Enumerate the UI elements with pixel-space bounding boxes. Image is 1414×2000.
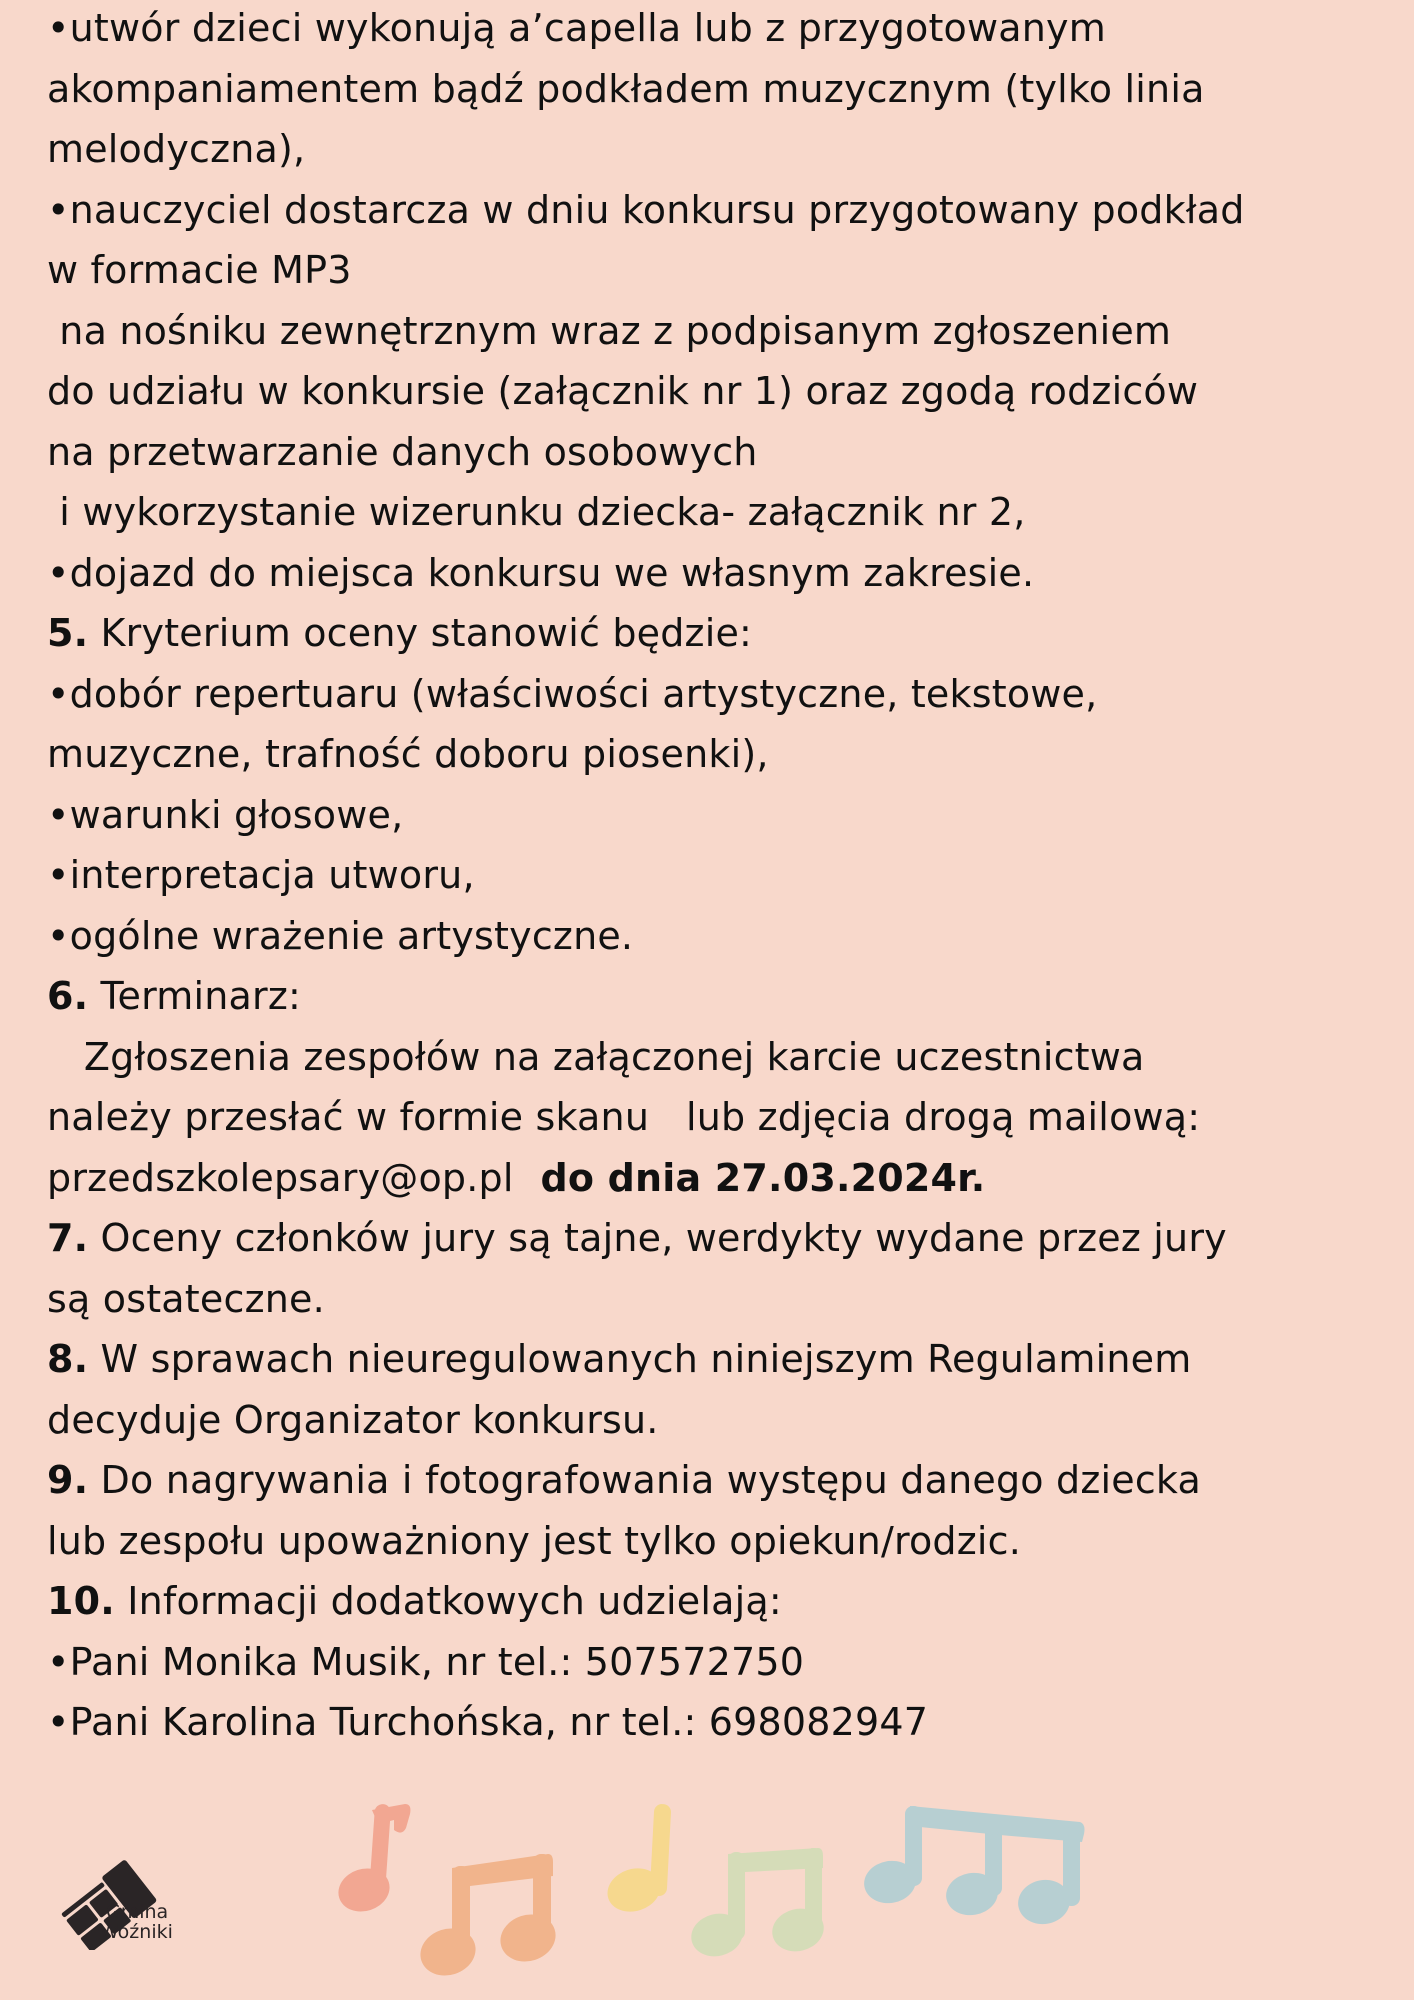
section-number: 8. (47, 1337, 89, 1381)
section-number: 5. (47, 611, 89, 655)
section-number: 7. (47, 1216, 89, 1260)
section-number: 10. (47, 1579, 115, 1623)
section-number: 6. (47, 974, 89, 1018)
criteria-item: muzyczne, trafność doboru piosenki), (47, 732, 769, 776)
quarter-note-icon (602, 1804, 672, 1919)
beamed-eighth-notes-icon (687, 1848, 829, 1962)
criteria-item: •dobór repertuaru (właściwości artystyczne, tekstowe, (47, 671, 1098, 716)
section-number: 9. (47, 1458, 89, 1502)
text-line: lub zespołu upoważniony jest tylko opiekun/rodzic. (47, 1518, 1021, 1563)
text-line: •dojazd do miejsca konkursu we własnym zakresie. (47, 550, 1035, 595)
section-text: Oceny członków jury są tajne, werdykty wydane przez jury (88, 1216, 1227, 1260)
section-6-heading (47, 966, 1407, 1027)
text-line: należy przesłać w formie skanu lub zdjęcia drogą mailową: (47, 1095, 1201, 1139)
footer (0, 1780, 1414, 2000)
contact-item: •Pani Monika Musik, nr tel.: 507572750 (47, 1639, 805, 1684)
section-heading-text: Terminarz: (88, 974, 301, 1018)
music-notes-decoration (0, 1780, 1414, 2000)
text-line: •nauczyciel dostarcza w dniu konkursu przygotowany podkład (47, 187, 1245, 232)
email-deadline-line (47, 1148, 1407, 1209)
beamed-triple-notes-icon (861, 1806, 1085, 1928)
deadline-text: do dnia 27.03.2024r. (513, 1155, 986, 1200)
text-line: •utwór dzieci wykonują a’capella lub z przygotowanym (47, 6, 1106, 50)
section-text: W sprawach nieuregulowanych niniejszym Regulaminem (88, 1337, 1192, 1381)
criteria-item: •interpretacja utworu, (47, 853, 475, 897)
text-line: na przetwarzanie danych osobowych (47, 429, 758, 474)
logo-line-1: Gmina (106, 1901, 169, 1923)
text-line: i wykorzystanie wizerunku dziecka- załącznik nr 2, (47, 490, 1026, 534)
text-line: decyduje Organizator konkursu. (47, 1397, 659, 1442)
text-line: są ostateczne. (47, 1276, 325, 1321)
email-link[interactable]: przedszkolepsary@op.pl (47, 1155, 514, 1200)
text-line: melodyczna), (47, 127, 306, 171)
text-line: na nośniku zewnętrznym wraz z podpisanym zgłoszeniem (47, 308, 1172, 353)
beamed-eighth-notes-icon (414, 1854, 561, 1983)
logo-line-2: Woźniki (100, 1921, 173, 1943)
section-8 (47, 1329, 1407, 1390)
section-heading-text: Kryterium oceny stanowić będzie: (88, 611, 753, 655)
text-line: akompaniamentem bądź podkładem muzycznym (tylko linia (47, 66, 1205, 111)
text-line: Zgłoszenia zespołów na załączonej karcie uczestnictwa (47, 1034, 1145, 1079)
document-body (47, 0, 1407, 1753)
section-10-heading (47, 1571, 1407, 1632)
section-text: Do nagrywania i fotografowania występu danego dziecka (88, 1458, 1201, 1502)
eighth-note-icon (333, 1804, 411, 1918)
text-line: w formacie MP3 (47, 248, 352, 292)
section-heading-text: Informacji dodatkowych udzielają: (114, 1579, 782, 1623)
criteria-item: •warunki głosowe, (47, 792, 404, 837)
section-9 (47, 1450, 1407, 1511)
criteria-item: •ogólne wrażenie artystyczne. (47, 913, 634, 958)
text-line: do udziału w konkursie (załącznik nr 1) oraz zgodą rodziców (47, 369, 1199, 413)
section-5-heading (47, 603, 1407, 664)
contact-item: •Pani Karolina Turchońska, nr tel.: 698082947 (47, 1700, 929, 1744)
section-7 (47, 1208, 1407, 1269)
